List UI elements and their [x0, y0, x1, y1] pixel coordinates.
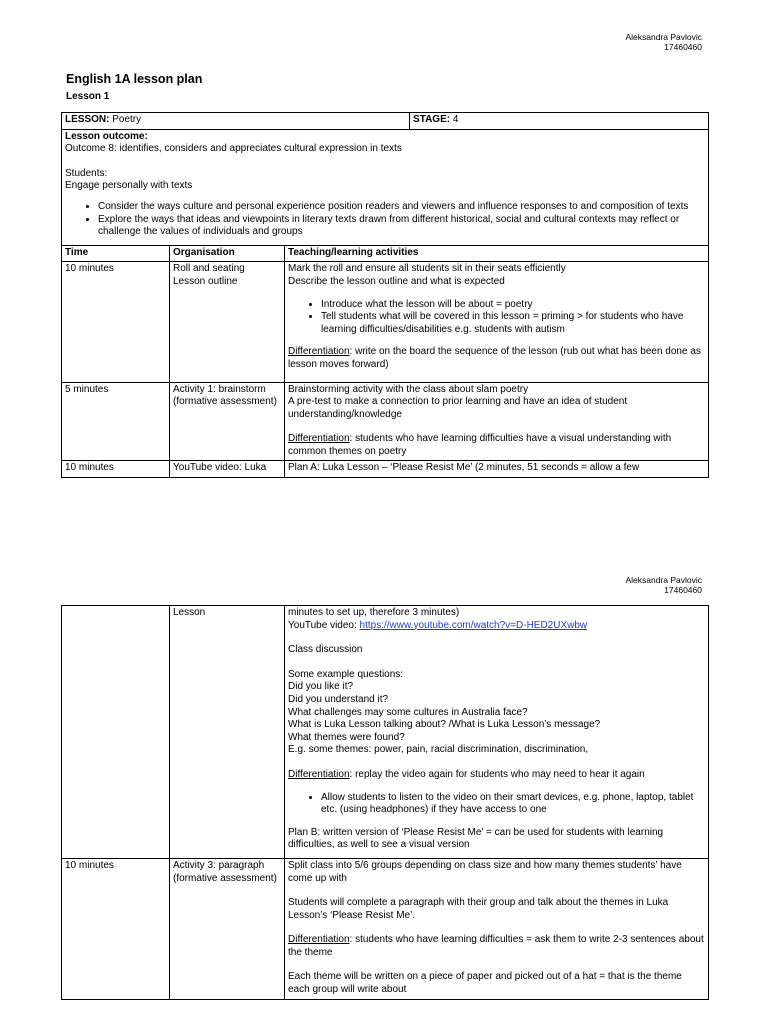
outcome-heading: Lesson outcome: [65, 130, 148, 142]
differentiation-text: : students who have learning difficulties have a visual understanding with common themes on poetry [288, 433, 672, 457]
outcome-cell [62, 129, 709, 245]
question-line: Did you like it? [288, 681, 354, 693]
outcome-text: Outcome 8: identifies, considers and appreciates cultural expression in texts [65, 143, 402, 155]
lesson-label: LESSON: [65, 114, 110, 125]
organisation-cell: YouTube video: Luka [170, 461, 285, 478]
outcome-bullets [65, 201, 705, 239]
youtube-link[interactable]: https://www.youtube.com/watch?v=D-HED2UXwbw [359, 619, 588, 631]
organisation-cell: Activity 1: brainstorm (formative assessment) [170, 382, 285, 461]
engage-text: Engage personally with texts [65, 180, 193, 192]
column-header-activities: Teaching/learning activities [285, 245, 709, 262]
organisation-cell: Lesson [170, 606, 285, 859]
page-break [0, 530, 768, 570]
differentiation-text: : replay the video again for students who may need to hear it again [349, 768, 645, 780]
organisation-line: Roll and seating [173, 263, 245, 275]
differentiation-note [288, 934, 705, 959]
outcome-bullet: • Explore the ways that ideas and viewpoints in literary texts drawn from different historical, social and cultural contexts may reflect or challenge the values of individuals and groups [98, 214, 705, 239]
differentiation-note [288, 769, 705, 782]
activities-cell [285, 382, 709, 461]
activity-bullet: • Tell students what will be covered in this lesson = priming > for students who have learning difficulties/disabilities e.g. students with autism [321, 311, 705, 336]
lesson-plan-table-continued [61, 605, 709, 1000]
author-student-id: 17460460 [664, 585, 702, 595]
table-row [62, 262, 709, 382]
differentiation-label: Differentiation [288, 433, 350, 445]
table-row [62, 858, 709, 999]
differentiation-label: Differentiation [288, 934, 350, 946]
time-cell [62, 606, 170, 859]
column-header-time: Time [62, 245, 170, 262]
time-cell: 5 minutes [62, 382, 170, 461]
activity-line: Class discussion [288, 644, 363, 656]
lesson-info-row [62, 113, 709, 130]
activity-bullet: • Introduce what the lesson will be about = poetry [321, 299, 705, 312]
video-label: YouTube video: [288, 619, 360, 631]
question-line: E.g. some themes: power, pain, racial discrimination, discrimination, [288, 744, 589, 756]
differentiation-text: : write on the board the sequence of the lesson (rub out what has been done as lesson moves forward) [288, 346, 701, 370]
time-cell: 10 minutes [62, 461, 170, 478]
activities-cell [285, 262, 709, 382]
organisation-cell: Activity 3: paragraph (formative assessment) [170, 858, 285, 999]
table-row [62, 606, 709, 859]
time-cell: 10 minutes [62, 858, 170, 999]
lesson-plan-table [61, 112, 709, 478]
activities-cell [285, 858, 709, 999]
activity-bullets [288, 299, 705, 337]
question-line: Some example questions: [288, 668, 404, 680]
activity-line: Students will complete a paragraph with their group and talk about the themes in Luka Lesson’s ‘Please Resist Me’. [288, 897, 669, 921]
activity-bullet: • Allow students to listen to the video on their smart devices, e.g. phone, laptop, tablet etc. (using headphones) if they have access to one [321, 792, 705, 817]
students-label: Students: [65, 167, 108, 179]
differentiation-text: : students who have learning difficulties = ask them to write 2-3 sentences about the theme [288, 934, 704, 958]
activities-cell: Plan A: Luka Lesson – ‘Please Resist Me’ (2 minutes, 51 seconds = allow a few [285, 461, 709, 478]
activity-line: minutes to set up, therefore 3 minutes) [288, 607, 460, 618]
question-line: Did you understand it? [288, 693, 389, 705]
lesson-value: Poetry [112, 114, 142, 125]
stage-cell [410, 113, 709, 130]
activity-line: Describe the lesson outline and what is expected [288, 275, 505, 287]
outcome-row [62, 129, 709, 245]
document-page-2 [0, 570, 768, 1024]
question-line: What themes were found? [288, 731, 405, 743]
column-header-row [62, 245, 709, 262]
column-header-organisation: Organisation [170, 245, 285, 262]
table-row [62, 382, 709, 461]
outcome-bullet: • Consider the ways culture and personal experience position readers and viewers and influence responses to and composition of texts [98, 201, 705, 214]
differentiation-label: Differentiation [288, 768, 350, 780]
question-line: What is Luka Lesson talking about? /What is Luka Lesson’s message? [288, 719, 601, 731]
stage-label: STAGE: [413, 114, 451, 125]
plan-b-line: Plan B: written version of ‘Please Resist Me’ = can be used for students with learning difficulties, as well to see a visual version [288, 826, 664, 851]
activity-line: Brainstorming activity with the class about slam poetry [288, 383, 529, 395]
differentiation-note [288, 346, 705, 371]
lesson-cell [62, 113, 410, 130]
author-name: Aleksandra Pavlovic [625, 575, 702, 585]
activities-cell [285, 606, 709, 859]
author-student-id: 17460460 [664, 42, 702, 52]
activity-line: Mark the roll and ensure all students sit in their seats efficiently [288, 263, 566, 275]
author-name: Aleksandra Pavlovic [625, 32, 702, 42]
organisation-cell [170, 262, 285, 382]
time-cell: 10 minutes [62, 262, 170, 382]
table-row [62, 461, 709, 478]
activity-line: Split class into 5/6 groups depending on class size and how many themes students’ have come up with [288, 859, 682, 884]
document-subtitle: Lesson 1 [66, 91, 110, 102]
activity-line: Each theme will be written on a piece of paper and picked out of a hat = that is the theme each group will write about [288, 971, 682, 996]
differentiation-label: Differentiation [288, 346, 350, 358]
organisation-line: Lesson outline [173, 275, 238, 287]
author-header [625, 575, 702, 595]
document-title: English 1A lesson plan [66, 72, 203, 86]
activity-bullets [288, 792, 705, 817]
author-header [625, 32, 702, 52]
activity-line: A pre-test to make a connection to prior learning and have an idea of student understanding/knowledge [288, 396, 628, 420]
stage-value: 4 [452, 114, 459, 125]
question-line: What challenges may some cultures in Australia face? [288, 706, 528, 718]
video-line [288, 620, 705, 633]
differentiation-note [288, 433, 705, 458]
